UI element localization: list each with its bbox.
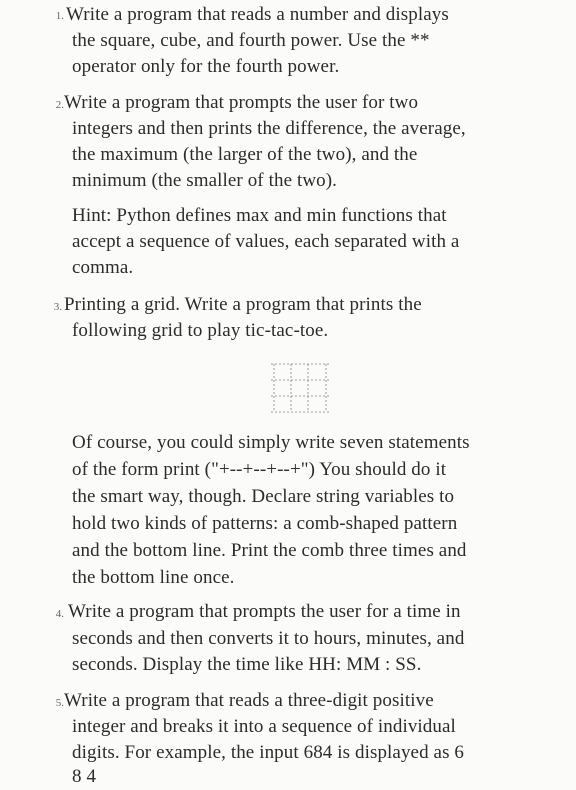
item-4-line-2: seconds and then converts it to hours, minutes, and (72, 628, 465, 649)
item-5-number: 5. (55, 697, 64, 709)
item-2-hint-line-1: Hint: Python defines max and min functions that (72, 205, 447, 226)
item-3-after-line-1: Of course, you could simply write seven statements (72, 432, 470, 453)
item-2-line-2: integers and then prints the difference, the average, (72, 118, 466, 139)
item-3-after-line-5: and the bottom line. Print the comb three times and (72, 540, 467, 561)
item-3-after-line-6: the bottom line once. (72, 567, 235, 588)
item-1-line-3: operator only for the fourth power. (72, 56, 340, 77)
item-1-line-1: Write a program that reads a number and displays (66, 4, 449, 25)
item-2-hint-line-2: accept a sequence of values, each separated with a (72, 231, 460, 252)
item-3-after-line-2: of the form print ("+--+--+--+") You should do it (72, 459, 447, 480)
item-4-line-3: seconds. Display the time like HH: MM : SS. (72, 654, 422, 675)
item-1-number: 1. (55, 10, 64, 22)
item-2-number: 2. (55, 99, 64, 111)
item-5-line-3: digits. For example, the input 684 is displayed as 6 (72, 742, 465, 763)
item-1-line-2: the square, cube, and fourth power. Use the ** (72, 30, 430, 51)
item-3-after-line-4: hold two kinds of patterns: a comb-shaped pattern (72, 513, 458, 534)
item-3-number: 3. (53, 301, 62, 313)
tic-tac-toe-grid-figure (270, 360, 330, 416)
item-4-line-1: Write a program that prompts the user for a time in (68, 601, 461, 622)
item-3-after-line-3: the smart way, though. Declare string variables to (72, 486, 455, 507)
item-2-line-3: the maximum (the larger of the two), and the (72, 144, 418, 165)
item-3-line-2: following grid to play tic-tac-toe. (72, 320, 329, 341)
item-2-hint-line-3: comma. (72, 257, 134, 278)
item-4-number: 4. (55, 608, 64, 620)
item-3-line-1: Printing a grid. Write a program that prints the (64, 294, 422, 315)
item-5-line-1: Write a program that reads a three-digit positive (64, 690, 434, 711)
item-5-line-2: integer and breaks it into a sequence of individual (72, 716, 456, 737)
item-5-line-4: 8 4 (72, 766, 97, 787)
item-2-line-1: Write a program that prompts the user for two (64, 92, 419, 113)
item-2-line-4: minimum (the smaller of the two). (72, 170, 338, 191)
